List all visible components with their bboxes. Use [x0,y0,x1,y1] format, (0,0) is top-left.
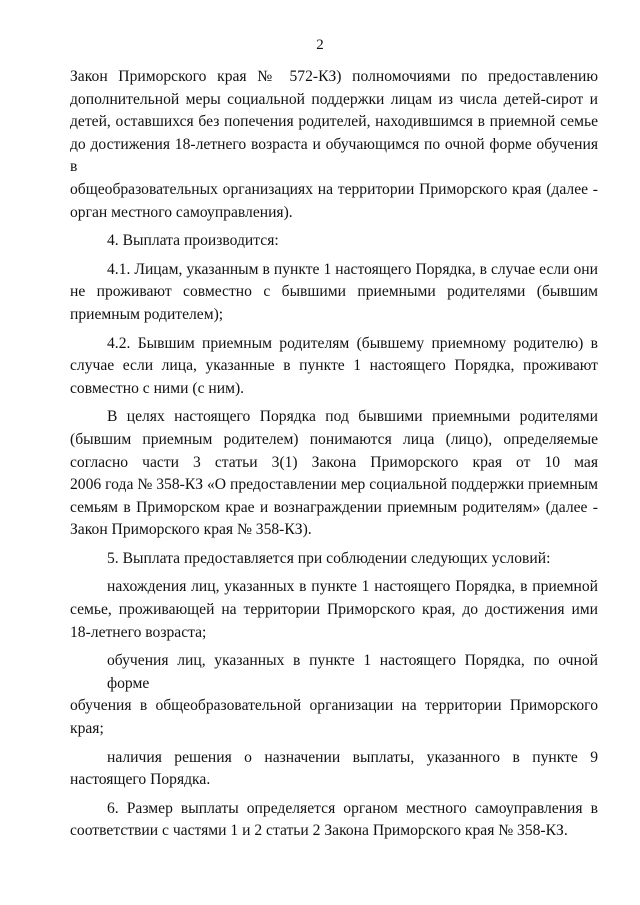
text-line: соответствии с частями 1 и 2 статьи 2 Закона Приморского края № 358-КЗ. [70,822,568,840]
text-line: 4.2. Бывшим приемным родителям (бывшему приемному родителю) в [107,334,598,352]
text-line: обучения в общеобразовательной организации на территории Приморского [70,697,598,715]
text-line: нахождения лиц, указанных в пункте 1 настоящего Порядка, в приемной [107,578,598,596]
paragraph [70,576,598,644]
text-line: согласно части 3 статьи 3(1) Закона Приморского края от 10 мая [70,453,598,471]
text-line: Закон Приморского края № 358-КЗ). [70,521,312,539]
text-line: орган местного самоуправления). [70,203,293,221]
paragraph [70,333,598,401]
text-line: детей, оставшихся без попечения родителей, находившимся в приемной семье [70,113,598,131]
text-line: совместно с ними (с ним). [70,379,245,397]
text-line: не проживают совместно с бывшими приемными родителями (бывшим [70,283,598,301]
paragraph [70,259,598,327]
text-line: семьям в Приморском крае и вознаграждении приемным родителям» (далее - [70,498,598,516]
document-body [70,66,598,849]
text-line: 4.1. Лицам, указанным в пункте 1 настоящего Порядка, в случае если они [107,260,598,278]
text-line: общеобразовательных организациях на территории Приморского края (далее - [70,180,598,198]
text-line: семье, проживающей на территории Приморского края, до достижения ими [70,601,598,619]
paragraph [70,406,598,542]
text-line: Закон Приморского края № 572-КЗ) полномочиями по предоставлению [70,68,598,85]
paragraph [70,650,598,740]
paragraph [70,798,598,843]
text-line: (бывшим приемным родителем) понимаются лица (лицо), определяемые [70,430,598,448]
text-line: обучения лиц, указанных в пункте 1 настоящего Порядка, по очной форме [107,652,598,692]
paragraph [70,548,598,571]
paragraph [70,747,598,792]
paragraph [70,66,598,224]
text-line: 2006 года № 358-КЗ «О предоставлении мер социальной поддержки приемным [70,476,598,494]
text-line: случае если лица, указанные в пункте 1 настоящего Порядка, проживают [70,357,598,375]
text-line: 6. Размер выплаты определяется органом местного самоуправления в [107,799,598,817]
text-line: 5. Выплата предоставляется при соблюдении следующих условий: [107,549,551,567]
text-line: до достижения 18-летнего возраста и обучающимся по очной форме обучения в [70,135,598,176]
text-line: 18-летнего возраста; [70,623,207,641]
text-line: В целях настоящего Порядка под бывшими приемными родителями [107,408,598,426]
text-line: дополнительной меры социальной поддержки лицам из числа детей-сирот и [70,90,598,108]
text-line: наличия решения о назначении выплаты, указанного в пункте 9 [107,748,598,766]
text-line: края; [70,720,104,738]
text-line: 4. Выплата производится: [107,232,279,250]
text-line: настоящего Порядка. [70,771,211,789]
page-number: 2 [316,37,324,53]
text-line: приемным родителем); [70,305,224,323]
paragraph [70,230,598,253]
